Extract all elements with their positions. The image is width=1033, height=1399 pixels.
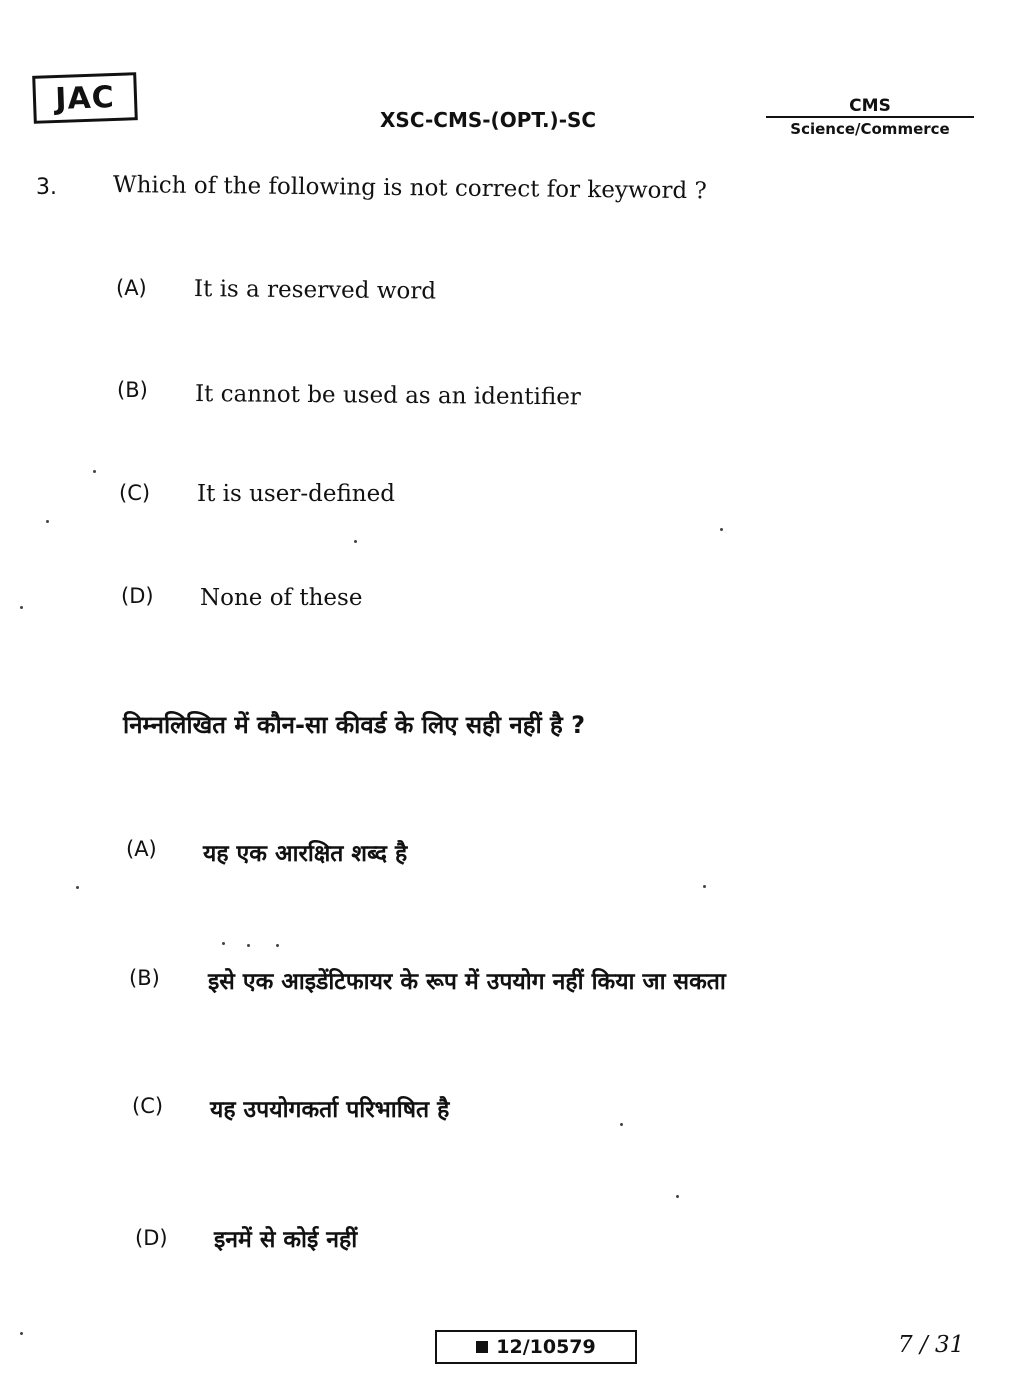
option-letter-d-english: (D) <box>121 584 154 608</box>
paper-code: XSC-CMS-(OPT.)-SC <box>380 108 597 132</box>
scan-speck <box>247 944 250 947</box>
page-number: 7 / 31 <box>898 1332 965 1358</box>
option-text-d-english: None of these <box>200 585 363 611</box>
scan-speck <box>676 1195 679 1198</box>
question-text-hindi: निम्नलिखित में कौन-सा कीवर्ड के लिए सही नहीं है ? <box>123 711 586 739</box>
scan-speck <box>93 470 96 473</box>
option-text-a-hindi: यह एक आरक्षित शब्द है <box>203 841 408 867</box>
booklet-code-box <box>435 1330 637 1364</box>
jac-logo-text: JAC <box>54 79 116 117</box>
black-square-icon <box>476 1341 488 1353</box>
scan-speck <box>276 944 279 947</box>
scan-speck <box>46 520 49 523</box>
subject-divider <box>766 116 974 118</box>
option-text-b-english: It cannot be used as an identifier <box>194 381 581 411</box>
option-text-b-hindi: इसे एक आइडेंटिफायर के रूप में उपयोग नहीं किया जा सकता <box>208 969 726 995</box>
scan-speck <box>20 1332 23 1335</box>
option-text-c-hindi: यह उपयोगकर्ता परिभाषित है <box>210 1097 450 1123</box>
scan-speck <box>76 886 79 889</box>
scan-speck <box>720 528 723 531</box>
question-text-english: Which of the following is not correct for keyword ? <box>112 172 707 205</box>
option-text-c-english: It is user-defined <box>197 481 395 507</box>
scan-speck <box>620 1123 623 1126</box>
subject-stream: Science/Commerce <box>790 120 950 138</box>
option-letter-a-hindi: (A) <box>126 837 157 861</box>
scan-speck <box>222 942 225 945</box>
scan-speck <box>354 540 357 543</box>
option-letter-c-hindi: (C) <box>132 1094 164 1118</box>
option-letter-b-hindi: (B) <box>129 966 160 990</box>
option-letter-a-english: (A) <box>116 276 147 300</box>
scan-speck <box>703 885 706 888</box>
booklet-code: 12/10579 <box>496 1336 596 1358</box>
scan-speck <box>20 606 23 609</box>
subject-block <box>766 96 974 138</box>
option-text-d-hindi: इनमें से कोई नहीं <box>214 1227 358 1253</box>
option-letter-b-english: (B) <box>117 378 148 402</box>
option-text-a-english: It is a reserved word <box>193 276 437 305</box>
subject-code: CMS <box>849 96 891 116</box>
option-letter-c-english: (C) <box>119 481 151 505</box>
question-number: 3. <box>36 175 57 200</box>
jac-logo-box <box>32 72 138 124</box>
option-letter-d-hindi: (D) <box>135 1226 168 1250</box>
